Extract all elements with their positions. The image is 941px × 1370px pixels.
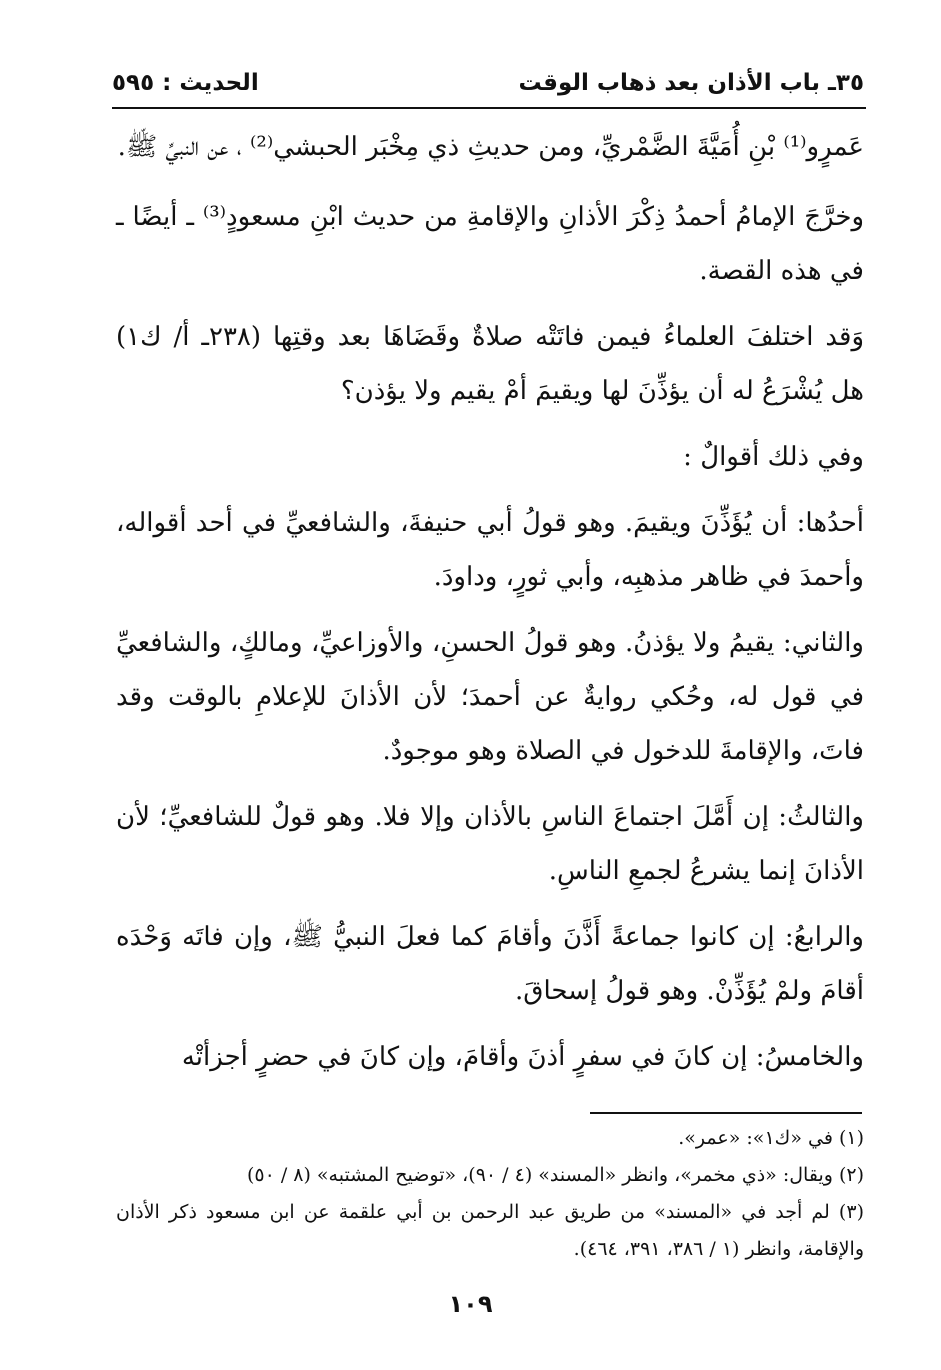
footnote: (١) في «ك١»: «عمر». — [678, 1127, 864, 1149]
chapter-title: ٣٥ـ باب الأذان بعد ذهاب الوقت — [518, 70, 864, 96]
hadith-number: الحديث : ٥٩٥ — [112, 70, 259, 96]
paragraph: والخامسُ: إن كانَ في سفرٍ أذنَ وأقامَ، وإن كانَ في حضرٍ أجزأتْه — [181, 1042, 864, 1072]
footnote: (٢) ويقال: «ذي مخمر»، وانظر «المسند» (٤ / ٩٠)، «توضيح المشتبه» (٨ / ٥٠) — [246, 1164, 864, 1186]
paragraph: وَقد اختلفَ العلماءُ فيمن فاتَتْه صلاةٌ وقَضَاهَا بعد وقتِها (٢٣٨ـ أ/ ك١) هل يُشْرَعُ له أن يؤذِّنَ لها ويقيمَ أمْ يقيم ولا يؤذن؟ — [116, 322, 865, 406]
page-number: ١٠٩ — [448, 1290, 493, 1318]
paragraph: أحدُها: أن يُؤَذِّنَ ويقيمَ. وهو قولُ أبي حنيفةَ، والشافعيِّ في أحد أقواله، وأحمدَ في ظاهر مذهبِه، وأبي ثورٍ، وداودَ. — [116, 508, 864, 592]
paragraph: وفي ذلك أقوالٌ : — [683, 442, 864, 472]
footnotes — [116, 1120, 864, 1268]
paragraph: والرابعُ: إن كانوا جماعةً أَذَّنَ وأقامَ كما فعلَ النبيُّ ﷺ، وإن فاتَه وَحْدَه أقامَ ولمْ يُؤَذِّنْ. وهو قولُ إسحاقَ. — [116, 922, 864, 1006]
header-divider — [112, 107, 866, 109]
paragraph: عَمرٍو⁽¹⁾ بْنِ أُمَيَّةَ الضَّمْريِّ، ومن حديثِ ذي مِخْبَر الحبشي⁽²⁾ ، عن النبيِّ ﷺ. — [117, 132, 864, 162]
running-header — [112, 62, 864, 110]
paragraph: وخرَّجَ الإمامُ أحمدُ ذِكْرَ الأذانِ والإقامةِ من حديث ابْنِ مسعودٍ⁽³⁾ ـ أيضًا ـ في هذه القصة. — [116, 202, 865, 286]
main-text — [116, 120, 864, 1096]
paragraph: والثالثُ: إن أَمَّلَ اجتماعَ الناسِ بالأذان وإلا فلا. وهو قولٌ للشافعيِّ؛ لأن الأذانَ إنما يشرعُ لجمعِ الناسِ. — [116, 802, 864, 886]
footnote: (٣) لم أجد في «المسند» من طريق عبد الرحمن بن أبي علقمة عن ابن مسعود ذكر الأذان والإقامة، وانظر (١ / ٣٨٦، ٣٩١، ٤٦٤). — [116, 1201, 864, 1260]
paragraph: والثاني: يقيمُ ولا يؤذنُ. وهو قولُ الحسنِ، والأوزاعيِّ، ومالكٍ، والشافعيِّ في قول له، وحُكي روايةٌ عن أحمدَ؛ لأن الأذانَ للإعلامِ بالوقت وقد فاتَ، والإقامةَ للدخول في الصلاة وهو موجودٌ. — [116, 628, 864, 766]
footnote-divider — [590, 1112, 862, 1114]
